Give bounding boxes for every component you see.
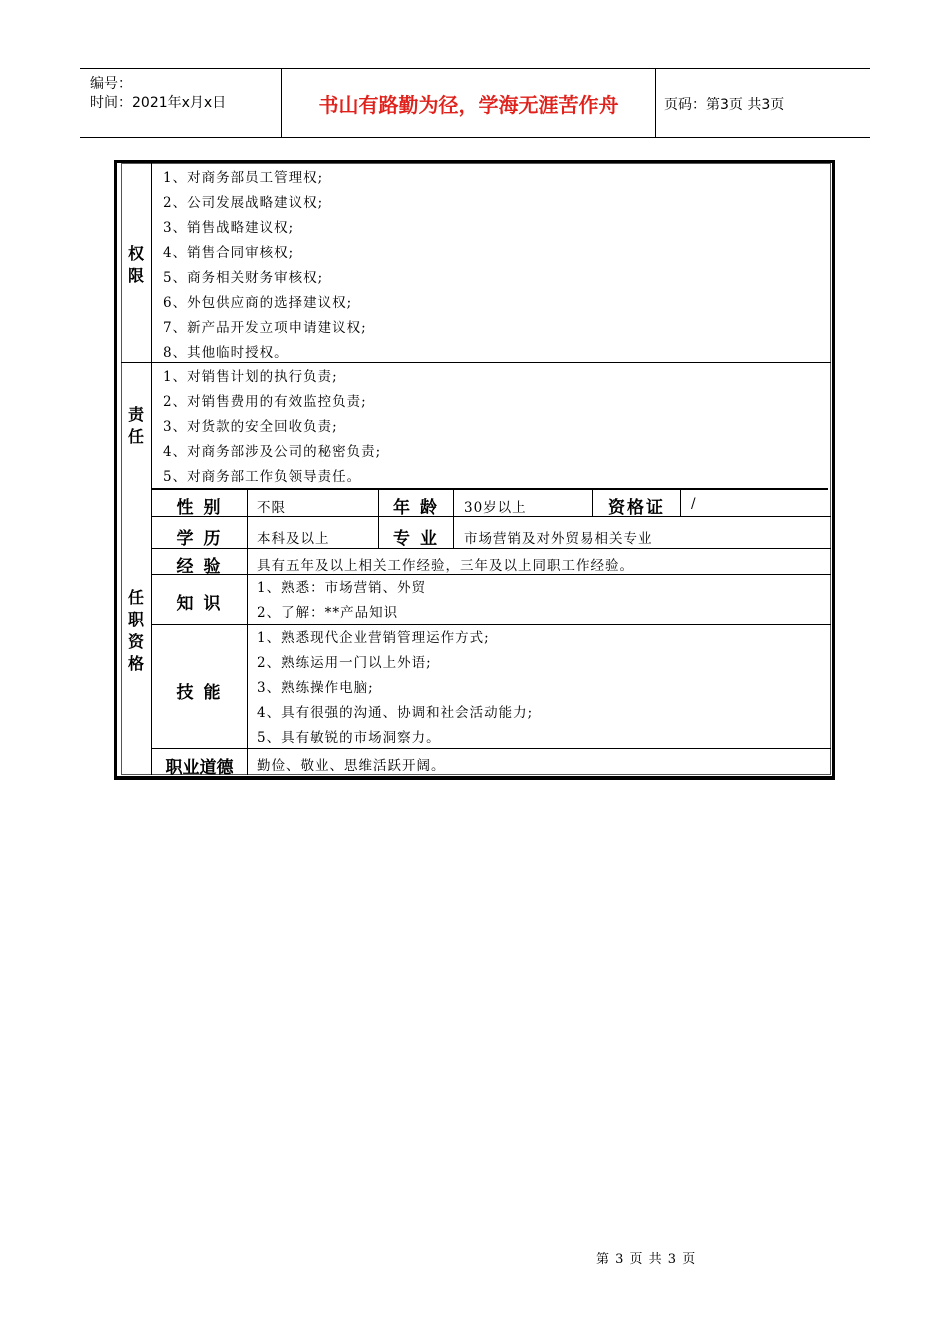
- list-item: 2、熟练运用一门以上外语;: [257, 655, 432, 671]
- list-item: 5、对商务部工作负领导责任。: [163, 469, 362, 485]
- list-item: 2、公司发展战略建议权;: [163, 195, 324, 211]
- experience-value: 具有五年及以上相关工作经验，三年及以上同职工作经验。: [257, 558, 634, 574]
- list-item: 5、商务相关财务审核权;: [163, 270, 324, 286]
- age-value: 30岁以上: [464, 500, 527, 516]
- row-divider: [151, 574, 831, 575]
- authority-title: 权限: [127, 244, 144, 285]
- header-number: 编号：: [90, 76, 132, 92]
- major-label: 专 业: [393, 529, 439, 549]
- list-item: 2、对销售费用的有效监控负责;: [163, 394, 367, 410]
- experience-label: 经 验: [176, 557, 223, 577]
- education-label: 学 历: [176, 529, 223, 549]
- certificate-value: /: [691, 496, 697, 512]
- page-header: [80, 68, 870, 138]
- list-item: 7、新产品开发立项申请建议权;: [163, 320, 367, 336]
- age-label: 年 龄: [393, 498, 439, 518]
- list-item: 3、熟练操作电脑;: [257, 680, 374, 696]
- list-item: 8、其他临时授权。: [163, 345, 289, 361]
- header-motto: 书山有路勤为径，学海无涯苦作舟: [281, 69, 656, 137]
- row-divider: [151, 516, 831, 517]
- certificate-label: 资格证: [608, 498, 665, 518]
- list-item: 3、对货款的安全回收负责;: [163, 419, 338, 435]
- skills-list: [257, 626, 533, 751]
- major-value: 市场营销及对外贸易相关专业: [464, 531, 653, 547]
- row-divider: [680, 490, 681, 516]
- responsibility-list: [163, 365, 381, 490]
- header-page-info: 页码：第3页 共3页: [664, 97, 785, 113]
- skills-label: 技 能: [176, 683, 223, 703]
- ethics-value: 勤俭、敬业、思维活跃开阔。: [257, 758, 446, 774]
- gender-label: 性 别: [176, 498, 223, 518]
- job-description-table: [114, 160, 835, 780]
- section-divider: [151, 488, 828, 490]
- education-value: 本科及以上: [257, 531, 330, 547]
- list-item: 6、外包供应商的选择建议权;: [163, 295, 353, 311]
- list-item: 2、了解：**产品知识: [257, 605, 399, 621]
- row-divider: [453, 490, 454, 548]
- list-item: 4、具有很强的沟通、协调和社会活动能力;: [257, 705, 534, 721]
- ethics-label: 职业道德: [165, 758, 234, 778]
- section-divider: [121, 362, 831, 363]
- list-item: 1、对商务部员工管理权;: [163, 170, 324, 186]
- list-item: 1、熟悉：市场营销、外贸: [257, 580, 427, 596]
- list-item: 1、熟悉现代企业营销管理运作方式;: [257, 630, 490, 646]
- page-footer: 第 3 页 共 3 页: [596, 1252, 697, 1267]
- row-divider: [151, 624, 831, 625]
- qualifications-title: 任职资格: [127, 588, 144, 673]
- row-divider: [151, 548, 831, 549]
- header-time: 时间：2021年x月x日: [90, 95, 227, 111]
- responsibility-title: 责任: [127, 405, 144, 446]
- knowledge-list: [257, 576, 426, 626]
- list-item: 4、对商务部涉及公司的秘密负责;: [163, 444, 382, 460]
- list-item: 4、销售合同审核权;: [163, 245, 295, 261]
- list-item: 3、销售战略建议权;: [163, 220, 295, 236]
- header-meta: [80, 69, 281, 137]
- authority-list: [163, 166, 367, 366]
- label-column-divider: [247, 490, 248, 775]
- gender-value: 不限: [257, 500, 286, 516]
- list-item: 1、对销售计划的执行负责;: [163, 369, 338, 385]
- knowledge-label: 知 识: [176, 594, 223, 614]
- list-item: 5、具有敏锐的市场洞察力。: [257, 730, 441, 746]
